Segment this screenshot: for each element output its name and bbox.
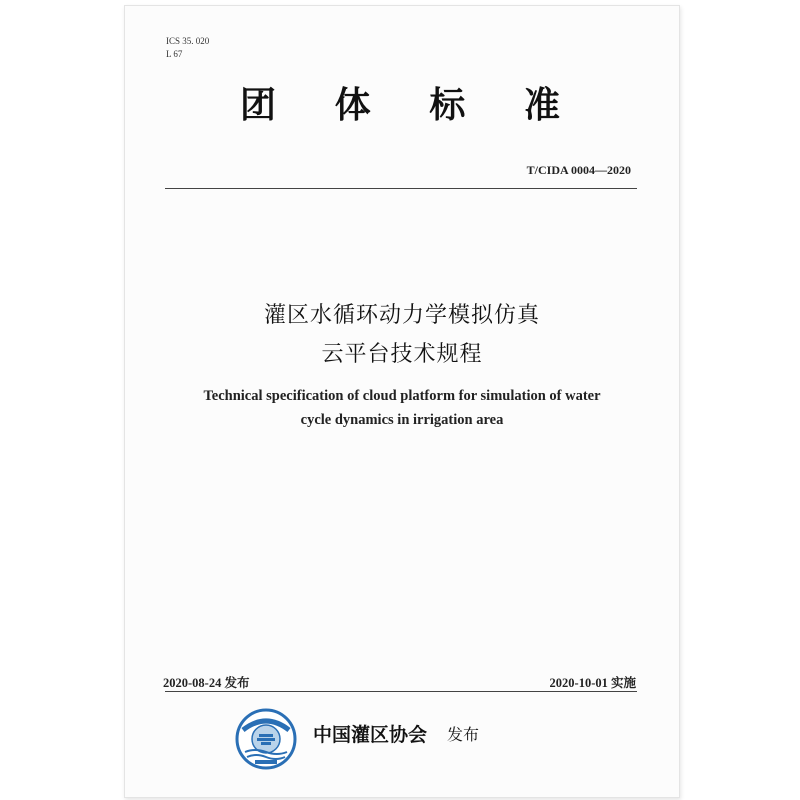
english-title-line1: Technical specification of cloud platform for simulation of water [203,388,601,404]
main-title-char: 团 [240,85,277,126]
ics-code: ICS 35. 020 [166,36,210,46]
main-title-char: 体 [334,85,371,126]
l-code: L 67 [166,49,183,59]
implementation-date: 2020-10-01 实施 [549,676,636,690]
standard-number: T/CIDA 0004—2020 [526,163,631,177]
issue-date: 2020-08-24 发布 [163,676,250,690]
top-divider [165,188,637,189]
standard-cover [124,5,680,798]
publish-label: 发布 [447,725,480,744]
publisher-name: 中国灌区协会 [313,724,428,746]
chinese-title-line2: 云平台技术规程 [321,342,483,367]
association-logo-icon [235,708,297,770]
english-title-line2: cycle dynamics in irrigation area [300,412,504,428]
main-title [240,84,560,128]
bottom-divider [165,691,637,692]
main-title-char: 标 [429,85,466,126]
chinese-title-line1: 灌区水循环动力学模拟仿真 [263,303,540,328]
main-title-char: 准 [523,85,560,126]
